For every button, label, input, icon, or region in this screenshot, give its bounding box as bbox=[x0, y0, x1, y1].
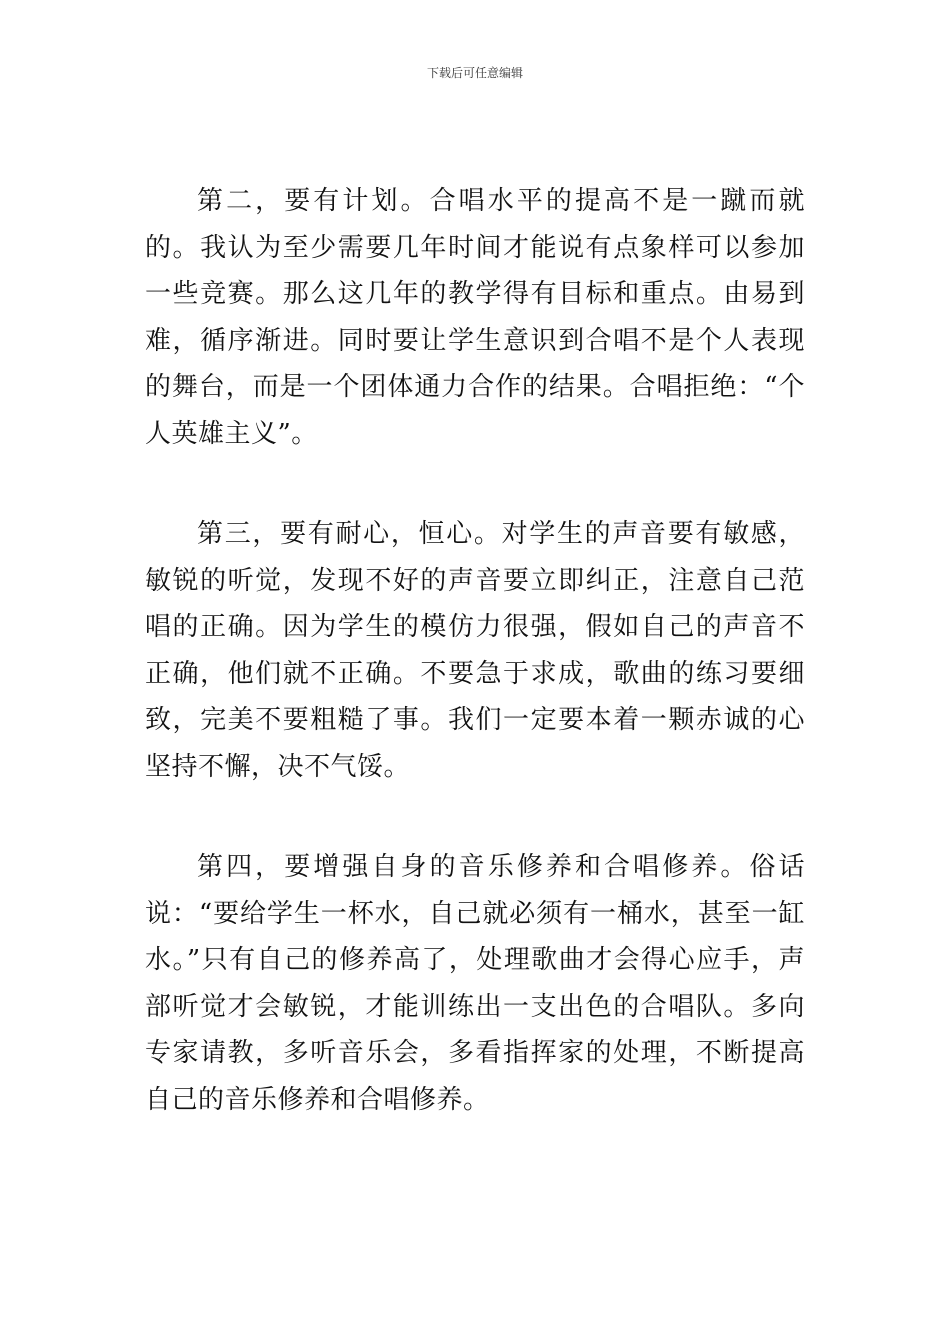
document-body bbox=[145, 178, 805, 1177]
paragraph-plan: 第二，要有计划。合唱水平的提高不是一蹴而就的。我认为至少需要几年时间才能说有点象样可以参加一些竞赛。那么这几年的教学得有目标和重点。由易到难，循序渐进。同时要让学生意识到合唱不是个人表现的舞台，而是一个团体通力合作的结果。合唱拒绝：“个人英雄主义”。 bbox=[145, 186, 805, 449]
page-header: 下载后可任意编辑 bbox=[426, 66, 523, 80]
paragraph-patience: 第三，要有耐心，恒心。对学生的声音要有敏感，敏锐的听觉，发现不好的声音要立即纠正，注意自己范唱的正确。因为学生的模仿力很强，假如自己的声音不正确，他们就不正确。不要急于求成，歌曲的练习要细致，完美不要粗糙了事。我们一定要本着一颗赤诚的心坚持不懈，决不气馁。 bbox=[145, 519, 805, 782]
paragraph-cultivation: 第四，要增强自身的音乐修养和合唱修养。俗话说：“要给学生一杯水，自己就必须有一桶水，甚至一缸水。”只有自己的修养高了，处理歌曲才会得心应手，声部听觉才会敏锐，才能训练出一支出色的合唱队。多向专家请教，多听音乐会，多看指挥家的处理，不断提高自己的音乐修养和合唱修养。 bbox=[145, 852, 805, 1115]
